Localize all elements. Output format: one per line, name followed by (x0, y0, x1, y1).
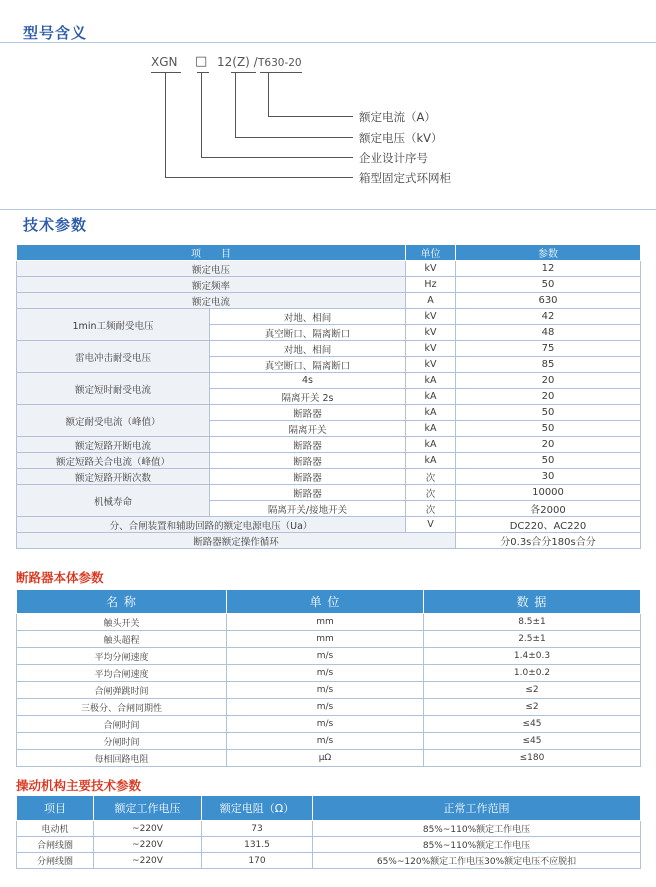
section-title-model-meaning: 型号含义 (23, 24, 88, 42)
section-title-breaker-params: 断路器本体参数 (16, 570, 104, 585)
table-row: 额定短路开断电流 断路器 kA 20 (17, 437, 641, 453)
underline-suffix (260, 72, 302, 73)
table-row: 隔离开关 kA 50 (17, 421, 641, 437)
table-row: 触头开关 mm 8.5±1 (17, 614, 641, 631)
header-unit: 单 位 (227, 590, 424, 614)
header-name: 名 称 (17, 590, 227, 614)
divider (0, 209, 656, 210)
table-row: 额定短时耐受电流 4s kA 20 (17, 373, 641, 389)
table-row: 额定耐受电流（峰值） 断路器 kA 50 (17, 405, 641, 421)
label-rated-current: 额定电流（A） (359, 110, 436, 124)
table-row: 电动机 ~220V 73 85%~110%额定工作电压 (17, 821, 641, 837)
table-row: 真空断口、隔离断口 kV 48 (17, 325, 641, 341)
table-row: 平均分闸速度 m/s 1.4±0.3 (17, 648, 641, 665)
table-row: 合闸弹跳时间 m/s ≤2 (17, 682, 641, 699)
header-item: 项 目 (17, 245, 406, 261)
table-header-row (17, 245, 641, 261)
section-title-mechanism-params: 操动机构主要技术参数 (16, 778, 142, 793)
divider (0, 42, 656, 43)
model-code-box: □ (195, 54, 208, 69)
underline-box (197, 72, 209, 73)
header-voltage: 额定工作电压 (94, 796, 202, 821)
underline-prefix (151, 72, 181, 73)
model-code-suffix: T630-20 (258, 57, 302, 69)
table-row: 雷电冲击耐受电压 对地、相间 kV 75 (17, 341, 641, 357)
header-data: 数 据 (424, 590, 641, 614)
model-code-mid: 12(Z) / (217, 55, 258, 69)
table-row: 隔离开关/接地开关 次 各2000 (17, 501, 641, 517)
section-title-tech-params: 技术参数 (23, 216, 88, 234)
header-value: 参数 (456, 245, 641, 261)
table-row: 额定频率 Hz 50 (17, 277, 641, 293)
header-item: 项目 (17, 796, 94, 821)
table-row: 分闸时间 m/s ≤45 (17, 733, 641, 750)
tech-params-table (16, 244, 641, 549)
table-row: 额定短路关合电流（峰值） 断路器 kA 50 (17, 453, 641, 469)
table-row: 分闸线圈 ~220V 170 65%~120%额定工作电压30%额定电压不应脱扣 (17, 853, 641, 869)
table-row: 分、合闸装置和辅助回路的额定电源电压（Ua） V DC220、AC220 (17, 517, 641, 533)
label-design-serial: 企业设计序号 (359, 151, 428, 165)
breaker-params-table (16, 589, 641, 767)
table-row: 真空断口、隔离断口 kV 85 (17, 357, 641, 373)
model-code-prefix: XGN (151, 55, 178, 69)
label-cabinet-type: 箱型固定式环网柜 (359, 171, 451, 185)
table-row: 三极分、合闸同期性 m/s ≤2 (17, 699, 641, 716)
table-row: 断路器额定操作循环 分0.3s合分180s合分 (17, 533, 641, 549)
table-row: 1min工频耐受电压 对地、相间 kV 42 (17, 309, 641, 325)
header-range: 正常工作范围 (313, 796, 641, 821)
table-row: 平均合闸速度 m/s 1.0±0.2 (17, 665, 641, 682)
table-header-row (17, 590, 641, 614)
mechanism-params-table (16, 795, 641, 869)
table-row: 合闸时间 m/s ≤45 (17, 716, 641, 733)
table-row: 合闸线圈 ~220V 131.5 85%~110%额定工作电压 (17, 837, 641, 853)
table-row: 额定短路开断次数 断路器 次 30 (17, 469, 641, 485)
table-row: 每相回路电阻 μΩ ≤180 (17, 750, 641, 767)
header-unit: 单位 (406, 245, 456, 261)
header-resistance: 额定电阻（Ω） (202, 796, 313, 821)
label-rated-voltage: 额定电压（kV） (359, 131, 443, 145)
table-row: 触头超程 mm 2.5±1 (17, 631, 641, 648)
table-row: 机械寿命 断路器 次 10000 (17, 485, 641, 501)
table-row: 额定电流 A 630 (17, 293, 641, 309)
table-row: 隔离开关 2s kA 20 (17, 389, 641, 405)
table-row: 额定电压 kV 12 (17, 261, 641, 277)
table-header-row (17, 796, 641, 821)
